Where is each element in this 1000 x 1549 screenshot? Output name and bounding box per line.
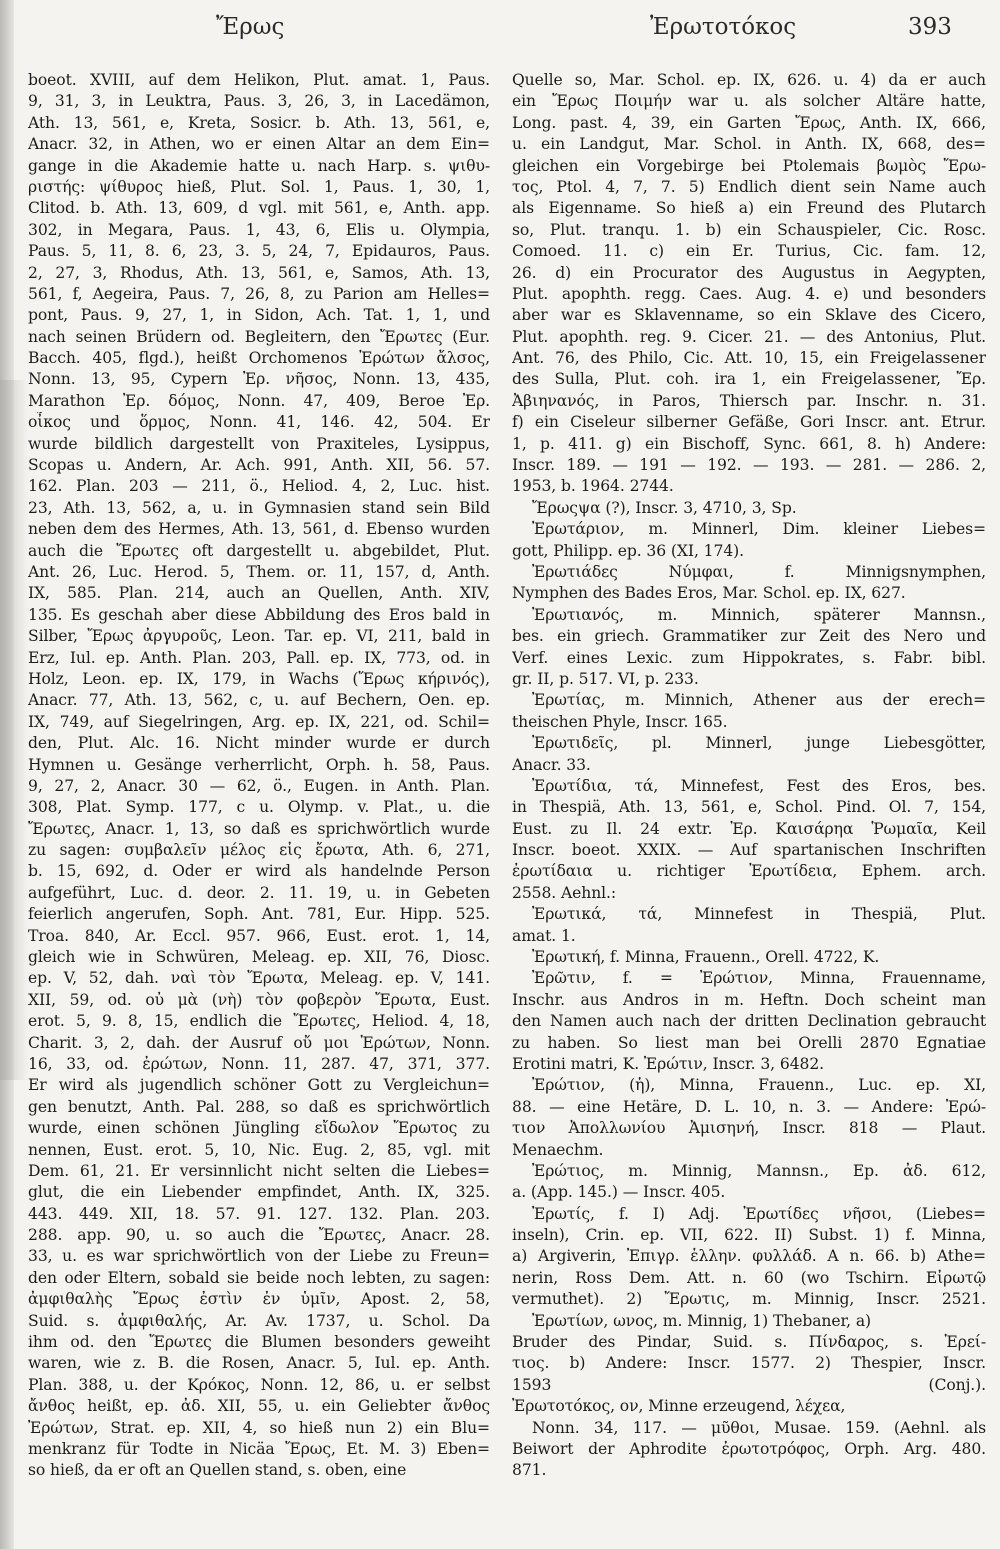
left-column-line: Clitod. b. Ath. 13, 609, d vgl. mit 561, e, Anth. app.	[28, 199, 490, 218]
left-column-line: 9, 27, 2, Anacr. 30 — 62, ö., Eugen. in Anth. Plan.	[28, 776, 490, 795]
right-column-line: inseln), Crin. ep. VII, 622. II) Subst. 1) f. Minna,	[512, 1226, 986, 1245]
right-column-line: Inscr. 189. — 191 — 192. — 193. — 281. — 286. 2,	[512, 456, 986, 475]
left-column-line: Ἐρώτων, Strat. ep. XII, 4, so hieß nun 2) ein Blu=	[28, 1418, 490, 1437]
right-column-line: zu haben. So liest man bei Orelli 2870 Egnatiae	[512, 1033, 986, 1052]
left-running-headword: Ἔρως	[216, 14, 285, 40]
left-column-line: nennen, Eust. erot. 5, 10, Nic. Eug. 2, 85, vgl. mit	[28, 1140, 490, 1159]
left-column-line: 308, Plat. Symp. 177, c u. Olymp. v. Plat., u. die	[28, 798, 490, 817]
right-column-line: Long. past. 4, 39, ein Garten Ἔρως, Anth. IX, 666,	[512, 113, 986, 132]
right-column-line: Inschr. aus Andros in m. Heftn. Doch scheint man	[512, 990, 986, 1009]
right-column-line: f) ein Ciseleur silberner Gefäße, Gori Inscr. ant. Etrur.	[512, 413, 986, 432]
right-column-line: Ἐρωτίδια, τά, Minnefest, Fest des Eros, bes.	[532, 776, 986, 795]
right-column-line: Inscr. boeot. XXIX. — Auf spartanischen Inschriften	[512, 841, 986, 860]
left-column-line: 2, 27, 3, Rhodus, Ath. 13, 561, e, Samos, Ath. 13,	[28, 263, 490, 282]
left-column-line: gleich wie in Schwüren, Meleag. ep. XII, 76, Diosc.	[28, 948, 490, 967]
right-column-line: a. (App. 145.) — Inscr. 405.	[512, 1183, 726, 1202]
left-column-line: Charit. 3, 2, dah. der Ausruf οὔ μοι Ἐρώτων, Nonn.	[28, 1033, 490, 1052]
right-column-line: gott, Philipp. ep. 36 (XI, 174).	[512, 541, 744, 560]
left-column-line: Anacr. 32, in Athen, wo er einen Altar an dem Ein=	[28, 135, 490, 154]
left-column-line: Ἔρωτες, Anacr. 1, 13, so daß es sprichwörtlich wurde	[28, 819, 490, 838]
left-column-line: 9, 31, 3, in Leuktra, Paus. 3, 26, 3, in Lacedämon,	[28, 92, 490, 111]
left-column-line: nach seinen Brüdern od. Begleitern, den Ἔρωτες (Eur.	[28, 327, 490, 346]
left-column-line: Suid. s. ἀμφιθαλής, Ar. Av. 1737, u. Schol. Da	[28, 1311, 490, 1330]
right-column-line: Nymphen des Bades Eros, Mar. Schol. ep. IX, 627.	[512, 584, 906, 603]
right-column-line: so, Plut. tranqu. 1. b) ein Schauspieler, Cic. Rosc.	[512, 220, 986, 239]
right-column-line: Erotini matri, K. Ἐρώτιν, Inscr. 3, 6482.	[512, 1054, 825, 1073]
right-column-line: 871.	[512, 1461, 547, 1480]
right-column-line: gr. II, p. 517. VI, p. 233.	[512, 669, 699, 688]
left-column-line: IX, 585. Plan. 214, auch an Quellen, Anth. XIV,	[28, 584, 490, 603]
right-column-line: als Eigenname. So hieß a) ein Freund des Plutarch	[512, 199, 986, 218]
right-column-line: 26. d) ein Procurator des Augustus in Aegypten,	[512, 263, 986, 282]
right-column-line: vermuthet). 2) Ἔρωτις, m. Minnig, Inscr. 2521.	[512, 1290, 986, 1309]
left-column-line: auch die Ἔρωτες oft dargestellt u. abgebildet, Plut.	[28, 541, 490, 560]
right-column-line: 1, p. 411. g) ein Bischoff, Sync. 661, 8. h) Andere:	[512, 434, 986, 453]
left-column-line: Ant. 26, Luc. Herod. 5, Them. or. 11, 157, d, Anth.	[28, 562, 490, 581]
left-column-line: boeot. XVIII, auf dem Helikon, Plut. amat. 1, Paus.	[28, 71, 490, 89]
left-column-line: Holz, Leon. ep. IX, 179, in Wachs (Ἔρως κήρινός),	[28, 669, 490, 688]
right-column-line: 88. — eine Hetäre, D. L. 10, n. 3. — Andere: Ἐρώ-	[512, 1097, 986, 1116]
page-number: 393	[908, 14, 952, 40]
left-column-line: b. 15, 692, d. Oder er wird als handelnde Person	[28, 862, 490, 881]
right-column-line: Ἐρώτιος, m. Minnig, Mannsn., Ep. ἀδ. 612,	[532, 1161, 986, 1180]
left-column-line: Hymnen u. Gesänge verherrlicht, Orph. h. 58, Paus.	[28, 755, 490, 774]
left-column-line: 561, f, Aegeira, Paus. 7, 26, 8, zu Parion am Helles=	[28, 284, 490, 303]
left-column-line: ihm od. den Ἔρωτες die Blumen besonders geweiht	[28, 1333, 490, 1352]
right-column-line: Verf. eines Lexic. zum Hippokrates, s. Fabr. bibl.	[512, 648, 986, 667]
left-column-line: Anacr. 77, Ath. 13, 562, c, u. auf Bechern, Oen. ep.	[28, 691, 490, 710]
left-column-line: ριστής: ψίθυρος hieß, Plut. Sol. 1, Paus. 1, 30, 1,	[28, 177, 490, 196]
right-column-line: Anacr. 33.	[512, 755, 591, 774]
left-column-line: Bacch. 405, flgd.), heißt Orchomenos Ἐρώτων ἄλσος,	[28, 349, 490, 368]
left-column-line: Er wird als jugendlich schöner Gott zu Vergleichun=	[28, 1076, 490, 1095]
left-column-line: glut, die ein Liebender empfindet, Anth. IX, 325.	[28, 1183, 490, 1202]
left-column-line: IX, 749, auf Siegelringen, Arg. ep. IX, 221, od. Schil=	[28, 712, 490, 731]
left-column-line: den, Plut. Alc. 16. Nicht minder wurde er durch	[28, 734, 490, 753]
right-column-line: den Namen auch nach der dritten Declination gebraucht	[512, 1012, 986, 1031]
left-column-line: neben dem des Hermes, Ath. 13, 561, d. Ebenso wurden	[28, 520, 490, 539]
right-column-line: bes. ein griech. Grammatiker zur Zeit des Nero und	[512, 627, 986, 646]
page-binding-shadow-mid	[0, 380, 28, 1080]
left-column-line: wurde, einen schönen Jüngling εἴδωλον Ἔρωτος zu	[28, 1119, 490, 1138]
right-column-line: ein Ἔρως Ποιμήν war u. als solcher Altäre hatte,	[512, 92, 986, 111]
left-column-line: 162. Plan. 203 — 211, ö., Heliod. 4, 2, Luc. hist.	[28, 477, 490, 496]
left-column-line: 135. Es geschah aber diese Abbildung des Eros bald in	[28, 605, 490, 624]
right-column-line: Ἐρωτικά, τά, Minnefest in Thespiä, Plut.	[532, 905, 986, 924]
right-column-line: 1953, b. 1964. 2744.	[512, 477, 674, 496]
right-column-line: Nonn. 34, 117. — μῦθοι, Musae. 159. (Aehnl. als	[532, 1418, 986, 1437]
left-column-line: zu sagen: συμβαλεῖν μέλος εἰς ἔρωτα, Ath. 6, 271,	[28, 841, 490, 860]
left-column-line: so hieß, da er oft an Quellen stand, s. oben, eine	[28, 1461, 407, 1480]
left-column-line: erot. 5, 9. 8, 15, endlich die Ἔρωτες, Heliod. 4, 18,	[28, 1012, 490, 1031]
left-column-line: 302, in Megara, Paus. 1, 43, 6, Elis u. Olympia,	[28, 220, 490, 239]
left-column-line: 288. app. 90, u. so auch die Ἔρωτες, Anacr. 28.	[28, 1226, 490, 1245]
left-column-line: feierlich angerufen, Soph. Ant. 781, Eur. Hipp. 525.	[28, 905, 490, 924]
right-column-line: Ἐρωτιανός, m. Minnich, späterer Mannsn.,	[532, 605, 986, 624]
right-column-line: amat. 1.	[512, 926, 576, 945]
right-column-line: gleichen ein Vorgebirge bei Ptolemais βωμὸς Ἔρω-	[512, 156, 986, 175]
right-column-line: τιον Ἀπολλωνίου Ἀμισηνή, Inscr. 818 — Plaut.	[512, 1119, 986, 1138]
right-column-line: τιος. b) Andere: Inscr. 1577. 2) Thespier, Inscr.	[512, 1354, 986, 1373]
right-column-line: 2558. Aehnl.:	[512, 883, 617, 902]
right-column-line: Plut. apophth. reg. 9. Cicer. 21. — des Antonius, Plut.	[512, 327, 986, 346]
left-column-line: Troa. 840, Ar. Eccl. 957. 966, Eust. erot. 1, 14,	[28, 926, 490, 945]
left-column-line: den oder Eltern, sobald sie beide noch lebten, zu sagen:	[28, 1268, 490, 1287]
left-column-line: wurde bildlich dargestellt von Praxiteles, Lysippus,	[28, 434, 490, 453]
left-column-line: 443. 449. XII, 18. 57. 91. 127. 132. Plan. 203.	[28, 1204, 490, 1223]
right-column-line: a) Argiverin, Ἐπιγρ. ἑλλην. φυλλάδ. A n. 66. b) Athe=	[512, 1247, 986, 1266]
left-column-line: 33, u. es war sprichwörtlich von der Liebe zu Freun=	[28, 1247, 490, 1266]
right-column-line: Beiwort der Aphrodite ἐρωτοτρόφος, Orph. Arg. 480.	[512, 1440, 986, 1458]
left-column	[28, 70, 490, 1482]
right-column-line: in Thespiä, Ath. 13, 561, e, Schol. Pind. Ol. 7, 154,	[512, 798, 986, 817]
right-column-line: aber war es Sklavenname, so ein Sklave des Cicero,	[512, 306, 986, 325]
left-column-line: ep. V, 52, dah. ναὶ τὸν Ἔρωτα, Meleag. ep. V, 141.	[28, 969, 490, 988]
left-column-line: ἀμφιθαλὴς Ἔρως ἐστὶν ἐν ὑμῖν, Apost. 2, 58,	[28, 1290, 490, 1309]
left-column-line: Plan. 388, u. der Κρόκος, Nonn. 12, 86, u. er selbst	[28, 1375, 490, 1394]
left-column-line: Paus. 5, 11, 8. 6, 23, 3. 5, 24, 7, Epidauros, Paus.	[28, 242, 490, 261]
left-column-line: menkranz für Todte in Nicäa Ἔρως, Et. M. 3) Eben=	[28, 1440, 490, 1458]
left-column-line: 23, Ath. 13, 562, a, u. in Gymnasien stand sein Bild	[28, 498, 490, 517]
right-column	[512, 70, 986, 1482]
right-column-line: Ἔρωςψα (?), Inscr. 3, 4710, 3, Sp.	[532, 498, 797, 517]
right-column-line: Ἐρῶτιν, f. = Ἐρώτιον, Minna, Frauenname,	[532, 969, 986, 988]
left-column-line: 16, 33, od. ἐρώτων, Nonn. 11, 287. 47, 371, 377.	[28, 1054, 490, 1073]
left-column-line: waren, wie z. B. die Rosen, Anacr. 5, Iul. ep. Anth.	[28, 1354, 490, 1373]
right-column-line: Bruder des Pindar, Suid. s. Πίνδαρος, s. Ἐρεί-	[512, 1333, 986, 1352]
left-column-line: οἶκος und ὅρμος, Nonn. 41, 146. 42, 504. Er	[28, 413, 490, 432]
left-column-line: pont, Paus. 9, 27, 1, in Sidon, Ach. Tat. 1, 1, und	[28, 306, 490, 325]
left-column-line: XII, 59, od. οὐ μὰ (νὴ) τὸν φοβερὸν Ἔρωτα, Eust.	[28, 990, 490, 1009]
right-column-line: Ἐρωτίς, f. I) Adj. Ἐρωτίδες νῆσοι, (Liebes=	[532, 1204, 986, 1223]
right-column-line: nerin, Ross Dem. Att. n. 60 (wo Tschirn. Εἰρωτῷ	[512, 1268, 986, 1287]
right-column-line: Ant. 76, des Philo, Cic. Att. 10, 15, ein Freigelassener	[512, 349, 986, 368]
left-column-line: Erz, Iul. ep. Anth. Plan. 203, Pall. ep. IX, 773, od. in	[28, 648, 490, 667]
right-column-line: Comoed. 11. c) ein Er. Turius, Cic. fam. 12,	[512, 242, 986, 261]
right-column-line: Ἐρωτιάδες Νύμφαι, f. Minnigsnymphen,	[532, 562, 986, 581]
right-column-line: Ἐρώτιον, (ἡ), Minna, Frauenn., Luc. ep. XI,	[532, 1076, 986, 1095]
right-column-line: τος, Ptol. 4, 7, 7. 5) Endlich dient sein Name auch	[512, 177, 986, 196]
left-column-line: Marathon Ἐρ. δόμος, Nonn. 47, 409, Beroe Ἐρ.	[28, 391, 490, 410]
right-column-line: Ἐρωτιδεῖς, pl. Minnerl, junge Liebesgötter,	[532, 734, 986, 753]
left-column-line: gange in die Akademie hatte u. nach Harp. s. ψιθυ-	[28, 156, 490, 175]
right-column-line: Eust. zu Il. 24 extr. Ἐρ. Καισάρηα Ῥωμαῖα, Keil	[512, 819, 986, 838]
right-column-line: Ἀβιηνανός, in Paros, Thiersch par. Inschr. n. 31.	[512, 391, 986, 410]
right-column-line: Menaechm.	[512, 1140, 604, 1159]
left-column-line: ἄνθος heißt, ep. ἀδ. XII, 55, u. ein Geliebter ἄνθος	[28, 1397, 490, 1416]
right-column-line: Ἐρωτίων, ωνος, m. Minnig, 1) Thebaner, a)	[532, 1311, 872, 1330]
left-column-line: Scopas u. Andern, Ar. Ach. 991, Anth. XII, 56. 57.	[28, 456, 490, 475]
right-column-line: Ἐρωτική, f. Minna, Frauenn., Orell. 4722, K.	[532, 948, 880, 967]
right-column-line: Plut. apophth. regg. Caes. Aug. 4. e) und besonders	[512, 284, 986, 303]
right-column-line: Ἐρωτάριον, m. Minnerl, Dim. kleiner Liebes=	[532, 520, 986, 539]
left-column-line: Nonn. 13, 95, Cypern Ἐρ. νῆσος, Nonn. 13, 435,	[28, 370, 490, 389]
right-column-line: Ἐρωτοτόκος, ον, Minne erzeugend, λέχεα,	[512, 1397, 846, 1416]
left-column-line: gen benutzt, Anth. Pal. 288, so daß es sprichwörtlich	[28, 1097, 490, 1116]
right-column-line: Quelle so, Mar. Schol. ep. IX, 626. u. 4) da er auch	[512, 71, 986, 89]
left-column-line: Silber, Ἔρως ἀργυροῦς, Leon. Tar. ep. VI, 211, bald in	[28, 627, 490, 646]
left-column-line: aufgeführt, Luc. d. deor. 2. 11. 19, u. in Gebeten	[28, 883, 490, 902]
right-column-line: 1593 (Conj.).	[512, 1375, 986, 1394]
right-column-line: Ἐρωτίας, m. Minnich, Athener aus der erech=	[532, 691, 986, 710]
right-running-headword: Ἐρωτοτόκος	[650, 14, 797, 40]
right-column-line: ἐρωτίδαια u. richtiger Ἐρωτίδεια, Ephem. arch.	[512, 862, 986, 881]
left-column-line: Dem. 61, 21. Er versinnlicht nicht selten die Liebes=	[28, 1161, 490, 1180]
right-column-line: theischen Phyle, Inscr. 165.	[512, 712, 728, 731]
left-column-line: Ath. 13, 561, e, Kreta, Sosicr. b. Ath. 13, 561, e,	[28, 113, 490, 132]
page-header	[0, 0, 1000, 60]
right-column-line: u. ein Landgut, Mar. Schol. in Anth. IX, 668, des=	[512, 135, 986, 154]
right-column-line: des Sulla, Plut. coh. ira 1, ein Freigelassener, Ἔρ.	[512, 370, 986, 389]
